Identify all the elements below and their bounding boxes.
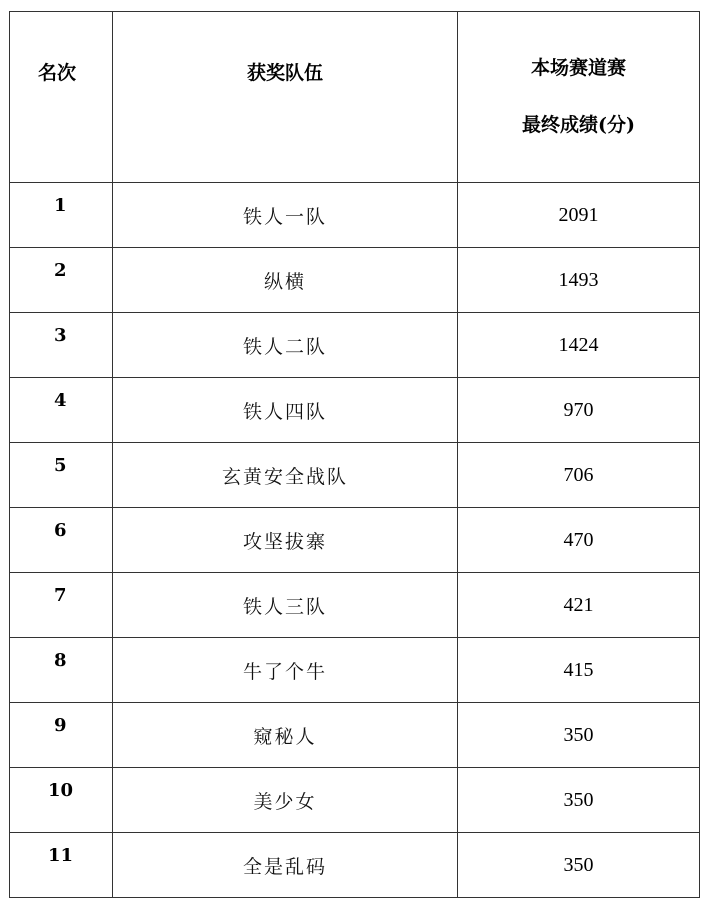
team-cell: 牛了个牛 [113,638,458,703]
team-cell: 攻坚拔寨 [113,508,458,573]
table-row [10,768,700,833]
team-cell: 窥秘人 [113,703,458,768]
table-row [10,378,700,443]
team-cell: 纵横 [113,248,458,313]
score-cell: 970 [458,378,700,443]
score-cell: 421 [458,573,700,638]
table-row [10,573,700,638]
rank-cell: 6 [10,508,113,573]
score-cell: 706 [458,443,700,508]
team-cell: 铁人三队 [113,573,458,638]
team-header: 获奖队伍 [113,12,458,183]
table-row [10,313,700,378]
score-cell: 350 [458,833,700,898]
rank-cell: 7 [10,573,113,638]
table-header [10,12,700,183]
score-cell: 470 [458,508,700,573]
table-row [10,703,700,768]
score-cell: 415 [458,638,700,703]
score-cell: 2091 [458,183,700,248]
table-row [10,638,700,703]
score-cell: 350 [458,768,700,833]
score-cell: 1424 [458,313,700,378]
table-row [10,183,700,248]
score-header-line2: 最终成绩(分) [522,114,635,136]
score-header-line1: 本场赛道赛 [530,57,626,79]
team-cell: 铁人一队 [113,183,458,248]
score-cell: 1493 [458,248,700,313]
rank-cell: 5 [10,443,113,508]
table-row [10,508,700,573]
rank-cell: 8 [10,638,113,703]
score-cell: 350 [458,703,700,768]
table-row [10,833,700,898]
table-body [10,183,700,898]
rank-cell: 4 [10,378,113,443]
rank-cell: 9 [10,703,113,768]
rank-cell: 3 [10,313,113,378]
rank-header: 名次 [10,12,113,183]
header-row [10,12,700,183]
team-cell: 铁人四队 [113,378,458,443]
results-table [9,11,700,898]
team-cell: 玄黄安全战队 [113,443,458,508]
rank-cell: 10 [10,768,113,833]
team-cell: 铁人二队 [113,313,458,378]
rank-cell: 1 [10,183,113,248]
table-row [10,443,700,508]
team-cell: 美少女 [113,768,458,833]
rank-cell: 11 [10,833,113,898]
rank-cell: 2 [10,248,113,313]
table-row [10,248,700,313]
score-header [458,12,700,183]
team-cell: 全是乱码 [113,833,458,898]
